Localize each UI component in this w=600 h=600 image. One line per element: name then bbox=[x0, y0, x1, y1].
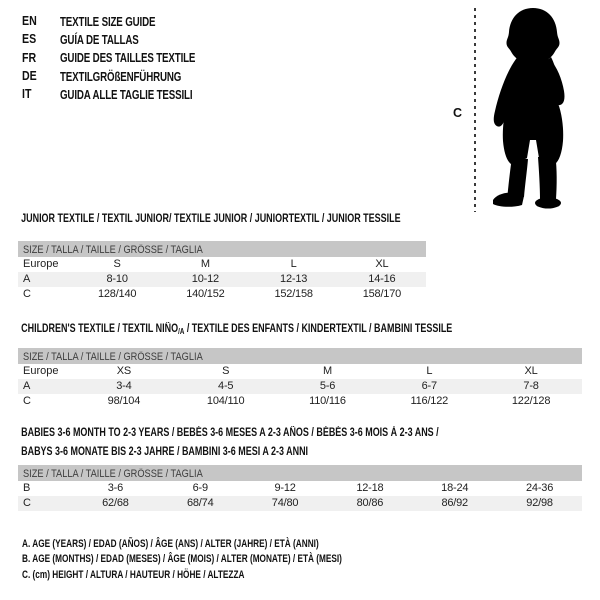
cell: 5-6 bbox=[319, 380, 336, 392]
cell: 152/158 bbox=[274, 288, 313, 300]
cell: 74/80 bbox=[271, 497, 299, 509]
legend-note-b: B. AGE (MONTHS) / EDAD (MESES) / ÂGE (MOIS) / ALTER (MONATE) / ETÀ (MESI) bbox=[22, 553, 342, 566]
legend-note-c: C. (cm) HEIGHT / ALTURA / HAUTEUR / HÖHE / ALTEZZA bbox=[22, 568, 245, 581]
cell: XL bbox=[375, 258, 389, 270]
row-label: C bbox=[23, 497, 31, 509]
cell: 10-12 bbox=[191, 273, 219, 285]
row-label: A bbox=[23, 380, 31, 392]
language-header bbox=[22, 12, 240, 103]
guide-title: GUIDE DES TAILLES TEXTILE bbox=[60, 50, 196, 66]
cell: 92/98 bbox=[526, 497, 553, 509]
cell: M bbox=[200, 258, 210, 270]
table-row bbox=[18, 272, 426, 287]
size-header-bar bbox=[18, 348, 582, 364]
table-row bbox=[18, 496, 582, 511]
row-label: C bbox=[23, 395, 31, 407]
language-row bbox=[22, 12, 240, 30]
title-subscript: /A bbox=[178, 327, 185, 336]
cell: 62/68 bbox=[102, 497, 129, 509]
row-label: Europe bbox=[23, 365, 59, 377]
title-text: CHILDREN'S TEXTILE / TEXTIL NIÑO bbox=[21, 323, 179, 335]
cell: XL bbox=[524, 365, 538, 377]
babies-table-section bbox=[18, 424, 582, 511]
guide-title: GUIDA ALLE TAGLIE TESSILI bbox=[60, 86, 193, 102]
size-header-label: SIZE / TALLA / TAILLE / GRÖSSE / TAGLIA bbox=[23, 244, 203, 256]
guide-title: TEXTILGRÖßENFÜHRUNG bbox=[60, 68, 182, 84]
guide-title: GUÍA DE TALLAS bbox=[60, 31, 139, 47]
cell: 9-12 bbox=[274, 482, 296, 494]
cell: 6-7 bbox=[421, 380, 437, 392]
baby-silhouette-icon bbox=[483, 7, 583, 212]
height-measure-line bbox=[474, 8, 476, 212]
language-row bbox=[22, 85, 240, 103]
cell: 12-18 bbox=[356, 482, 384, 494]
cell: M bbox=[323, 365, 332, 377]
cell: 104/110 bbox=[206, 395, 245, 407]
junior-table-title: JUNIOR TEXTILE / TEXTIL JUNIOR/ TEXTILE JUNIOR / JUNIORTEXTIL / JUNIOR TESSILE bbox=[21, 213, 401, 225]
language-code: IT bbox=[22, 87, 32, 102]
cell: 128/140 bbox=[97, 288, 137, 300]
legend-notes bbox=[22, 537, 449, 583]
table-row bbox=[18, 481, 582, 496]
language-code: ES bbox=[22, 32, 37, 47]
row-label: A bbox=[23, 273, 31, 285]
cell: 12-13 bbox=[280, 273, 308, 285]
cell: XS bbox=[116, 365, 132, 377]
language-code: FR bbox=[22, 50, 37, 65]
cell: 80/86 bbox=[356, 497, 384, 509]
legend-note-a: A. AGE (YEARS) / EDAD (AÑOS) / ÂGE (ANS) / ALTER (JAHRE) / ETÀ (ANNI) bbox=[22, 538, 319, 550]
language-row bbox=[22, 67, 240, 85]
cell: 3-4 bbox=[116, 380, 132, 392]
language-code: EN bbox=[22, 14, 37, 29]
title-line-1: BABIES 3-6 MONTH TO 2-3 YEARS / BEBÉS 3-6 MESES A 2-3 AÑOS / BÉBÉS 3-6 MOIS À 2-3 ANS / bbox=[21, 427, 439, 439]
cell: 116/122 bbox=[410, 395, 449, 407]
language-row bbox=[22, 30, 240, 48]
cell: 8-10 bbox=[106, 273, 128, 285]
title-line-2: BABYS 3-6 MONATE BIS 2-3 JAHRE / BAMBINI 3-6 MESI A 2-3 ANNI bbox=[21, 445, 309, 458]
language-row bbox=[22, 49, 240, 67]
junior-table-section bbox=[18, 212, 426, 302]
cell: 4-5 bbox=[218, 380, 234, 392]
language-code: DE bbox=[22, 69, 37, 84]
children-table-section bbox=[18, 322, 582, 409]
table-row bbox=[18, 364, 582, 379]
table-row bbox=[18, 394, 582, 409]
height-label-c: C bbox=[453, 106, 463, 120]
cell: 18-24 bbox=[441, 482, 469, 494]
table-row bbox=[18, 287, 426, 302]
table-row bbox=[18, 257, 426, 272]
cell: 6-9 bbox=[192, 482, 208, 494]
cell: 7-8 bbox=[523, 380, 539, 392]
cell: 158/170 bbox=[362, 288, 402, 300]
cell: 3-6 bbox=[107, 482, 124, 494]
guide-title: TEXTILE SIZE GUIDE bbox=[60, 13, 156, 29]
cell: 140/152 bbox=[186, 288, 225, 300]
title-text: / TEXTILE DES ENFANTS / KINDERTEXTIL / BAMBINI TESSILE bbox=[184, 323, 453, 335]
size-header-label: SIZE / TALLA / TAILLE / GRÖSSE / TAGLIA bbox=[23, 468, 203, 480]
children-table-title bbox=[18, 322, 458, 339]
cell: S bbox=[113, 258, 121, 270]
cell: 68/74 bbox=[186, 497, 214, 509]
cell: 110/116 bbox=[309, 395, 346, 407]
size-header-bar bbox=[18, 465, 582, 481]
cell: S bbox=[222, 365, 230, 377]
cell: L bbox=[426, 365, 433, 377]
row-label: C bbox=[23, 288, 31, 300]
size-header-bar bbox=[18, 241, 426, 257]
table-row bbox=[18, 379, 582, 394]
cell: 86/92 bbox=[441, 497, 468, 509]
cell: 98/104 bbox=[107, 395, 141, 407]
row-label: Europe bbox=[23, 258, 59, 270]
size-header-label: SIZE / TALLA / TAILLE / GRÖSSE / TAGLIA bbox=[23, 351, 203, 363]
cell: L bbox=[290, 258, 297, 270]
cell: 14-16 bbox=[368, 273, 396, 285]
baby-silhouette-figure bbox=[452, 6, 597, 218]
cell: 122/128 bbox=[511, 395, 551, 407]
row-label: B bbox=[23, 482, 31, 494]
cell: 24-36 bbox=[525, 482, 554, 494]
babies-table-title bbox=[18, 424, 458, 461]
